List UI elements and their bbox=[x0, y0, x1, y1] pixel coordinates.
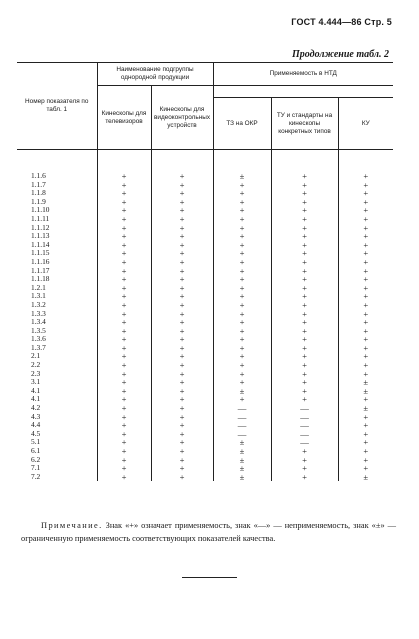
applicability-cell: + bbox=[151, 292, 213, 301]
table-row bbox=[17, 284, 393, 293]
table-row bbox=[17, 189, 393, 198]
applicability-cell: + bbox=[97, 395, 151, 404]
applicability-cell: + bbox=[271, 310, 338, 319]
applicability-cell: + bbox=[151, 215, 213, 224]
indicator-number-cell: 5.1 bbox=[31, 438, 41, 447]
indicator-number-cell: 6.2 bbox=[31, 455, 41, 464]
applicability-cell: + bbox=[151, 310, 213, 319]
applicability-cell: + bbox=[151, 232, 213, 241]
table-row bbox=[17, 181, 393, 190]
indicator-number-cell: 2.1 bbox=[31, 352, 41, 361]
applicability-cell: ± bbox=[338, 473, 393, 482]
applicability-cell: + bbox=[213, 284, 271, 293]
indicator-number-cell: 1.3.5 bbox=[31, 326, 46, 335]
applicability-cell: + bbox=[271, 172, 338, 181]
applicability-cell: + bbox=[271, 473, 338, 482]
indicator-number-cell: 1.3.6 bbox=[31, 335, 46, 344]
table-row bbox=[17, 421, 393, 430]
applicability-cell: + bbox=[213, 275, 271, 284]
applicability-cell: + bbox=[97, 447, 151, 456]
applicability-cell: + bbox=[213, 249, 271, 258]
applicability-cell: + bbox=[271, 224, 338, 233]
applicability-cell: ± bbox=[338, 387, 393, 396]
applicability-cell: ± bbox=[338, 404, 393, 413]
applicability-cell: + bbox=[97, 181, 151, 190]
indicator-number-cell: 1.3.2 bbox=[31, 300, 46, 309]
applicability-cell: + bbox=[151, 198, 213, 207]
table-row bbox=[17, 456, 393, 465]
applicability-cell: + bbox=[271, 249, 338, 258]
applicability-cell: + bbox=[151, 361, 213, 370]
applicability-cell: + bbox=[151, 378, 213, 387]
applicability-cell: + bbox=[97, 413, 151, 422]
table-row bbox=[17, 318, 393, 327]
applicability-cell: + bbox=[271, 344, 338, 353]
table-row bbox=[17, 310, 393, 319]
indicator-number-cell: 1.1.15 bbox=[31, 249, 50, 258]
applicability-cell: + bbox=[151, 206, 213, 215]
header-tv-tubes: Кинескопы для телевизоров bbox=[97, 86, 151, 150]
bottom-divider bbox=[182, 577, 237, 578]
applicability-cell: + bbox=[151, 301, 213, 310]
applicability-cell: + bbox=[338, 232, 393, 241]
applicability-cell: — bbox=[213, 413, 271, 422]
applicability-cell: + bbox=[97, 370, 151, 379]
applicability-cell: + bbox=[338, 215, 393, 224]
note-label: Примечание. bbox=[41, 521, 103, 530]
applicability-cell: — bbox=[271, 404, 338, 413]
applicability-cell: + bbox=[213, 232, 271, 241]
applicability-cell: + bbox=[338, 224, 393, 233]
table-row bbox=[17, 344, 393, 353]
applicability-cell: + bbox=[97, 421, 151, 430]
indicator-number-cell: 1.3.3 bbox=[31, 309, 46, 318]
applicability-cell: ± bbox=[213, 473, 271, 482]
applicability-cell: — bbox=[213, 421, 271, 430]
applicability-cell: + bbox=[338, 206, 393, 215]
table-continuation-label: Продолжение табл. 2 bbox=[291, 49, 389, 60]
applicability-cell: + bbox=[151, 275, 213, 284]
table-row bbox=[17, 327, 393, 336]
applicability-cell: + bbox=[97, 215, 151, 224]
applicability-cell: + bbox=[338, 413, 393, 422]
applicability-cell: + bbox=[151, 413, 213, 422]
table-row bbox=[17, 395, 393, 404]
applicability-cell: + bbox=[338, 370, 393, 379]
applicability-cell: + bbox=[338, 310, 393, 319]
applicability-cell: + bbox=[151, 189, 213, 198]
applicability-cell: + bbox=[271, 370, 338, 379]
applicability-cell: + bbox=[338, 395, 393, 404]
table-row bbox=[17, 464, 393, 473]
applicability-cell: + bbox=[213, 378, 271, 387]
applicability-cell: + bbox=[97, 438, 151, 447]
header-video-tubes: Кинескопы для видеоконтрольных устройств bbox=[151, 86, 213, 150]
applicability-cell: + bbox=[338, 241, 393, 250]
page-header: ГОСТ 4.444—86 Стр. 5 bbox=[291, 17, 392, 27]
applicability-cell: + bbox=[151, 464, 213, 473]
applicability-cell: + bbox=[97, 267, 151, 276]
applicability-cell: + bbox=[97, 327, 151, 336]
applicability-cell: + bbox=[97, 206, 151, 215]
applicability-cell: + bbox=[213, 318, 271, 327]
table-row bbox=[17, 361, 393, 370]
header-tz-okr: ТЗ на ОКР bbox=[213, 98, 271, 150]
header-ku: КУ bbox=[338, 98, 393, 150]
applicability-cell: + bbox=[271, 387, 338, 396]
table-row bbox=[17, 292, 393, 301]
indicator-number-cell: 2.3 bbox=[31, 369, 41, 378]
applicability-cell: ± bbox=[213, 438, 271, 447]
applicability-cell: + bbox=[97, 232, 151, 241]
applicability-cell: + bbox=[97, 198, 151, 207]
applicability-cell: + bbox=[271, 301, 338, 310]
indicator-number-cell: 1.2.1 bbox=[31, 283, 46, 292]
applicability-cell: + bbox=[213, 327, 271, 336]
applicability-cell: + bbox=[151, 181, 213, 190]
applicability-cell: + bbox=[151, 387, 213, 396]
applicability-cell: + bbox=[213, 370, 271, 379]
applicability-cell: + bbox=[213, 361, 271, 370]
applicability-cell: + bbox=[97, 335, 151, 344]
applicability-cell: + bbox=[338, 258, 393, 267]
table-row bbox=[17, 370, 393, 379]
applicability-cell: + bbox=[97, 464, 151, 473]
applicability-cell: + bbox=[271, 258, 338, 267]
table-note bbox=[21, 519, 396, 545]
indicator-number-cell: 1.1.16 bbox=[31, 257, 50, 266]
applicability-cell: + bbox=[151, 370, 213, 379]
applicability-cell: + bbox=[151, 352, 213, 361]
applicability-cell: + bbox=[97, 318, 151, 327]
applicability-cell: + bbox=[338, 335, 393, 344]
applicability-cell: + bbox=[97, 456, 151, 465]
applicability-cell: + bbox=[338, 181, 393, 190]
applicability-cell: + bbox=[213, 206, 271, 215]
table-row bbox=[17, 241, 393, 250]
indicator-number-cell: 1.1.11 bbox=[31, 214, 50, 223]
applicability-cell: + bbox=[271, 456, 338, 465]
indicator-number-cell: 1.1.13 bbox=[31, 232, 50, 241]
applicability-cell: + bbox=[338, 327, 393, 336]
applicability-cell: + bbox=[271, 327, 338, 336]
table-row bbox=[17, 413, 393, 422]
indicator-number-cell: 1.1.18 bbox=[31, 275, 50, 284]
applicability-cell: + bbox=[151, 318, 213, 327]
applicability-cell: + bbox=[213, 189, 271, 198]
table-row bbox=[17, 447, 393, 456]
applicability-cell: + bbox=[213, 198, 271, 207]
applicability-cell: + bbox=[97, 301, 151, 310]
applicability-cell: + bbox=[151, 327, 213, 336]
applicability-cell: ± bbox=[213, 456, 271, 465]
applicability-cell: + bbox=[271, 267, 338, 276]
indicator-number-cell: 4.1 bbox=[31, 386, 41, 395]
applicability-cell: — bbox=[271, 421, 338, 430]
table-row bbox=[17, 198, 393, 207]
applicability-cell: + bbox=[97, 387, 151, 396]
applicability-cell: + bbox=[151, 421, 213, 430]
applicability-cell: + bbox=[271, 206, 338, 215]
applicability-cell: + bbox=[338, 447, 393, 456]
applicability-cell: + bbox=[213, 181, 271, 190]
indicator-number-cell: 7.1 bbox=[31, 464, 41, 473]
applicability-cell: + bbox=[338, 189, 393, 198]
applicability-cell: + bbox=[213, 301, 271, 310]
applicability-cell: + bbox=[213, 352, 271, 361]
applicability-cell: + bbox=[151, 224, 213, 233]
applicability-cell: + bbox=[213, 267, 271, 276]
applicability-cell: + bbox=[97, 189, 151, 198]
applicability-cell: ± bbox=[213, 387, 271, 396]
applicability-cell: — bbox=[271, 430, 338, 439]
applicability-cell: + bbox=[213, 395, 271, 404]
applicability-cell: + bbox=[97, 430, 151, 439]
applicability-cell: — bbox=[271, 413, 338, 422]
applicability-cell: + bbox=[97, 473, 151, 482]
applicability-cell: + bbox=[271, 378, 338, 387]
indicator-number-cell: 1.3.4 bbox=[31, 318, 46, 327]
applicability-cell: + bbox=[271, 241, 338, 250]
applicability-cell: + bbox=[97, 284, 151, 293]
header-tu-standards: ТУ и стандарты на кинескопы конкретных типов bbox=[271, 98, 338, 150]
table-row bbox=[17, 404, 393, 413]
indicator-number-cell: 4.3 bbox=[31, 412, 41, 421]
applicability-cell: ± bbox=[213, 464, 271, 473]
applicability-cell: + bbox=[97, 361, 151, 370]
applicability-cell: + bbox=[151, 447, 213, 456]
applicability-cell: + bbox=[338, 456, 393, 465]
applicability-cell: + bbox=[151, 430, 213, 439]
applicability-cell: + bbox=[97, 275, 151, 284]
applicability-cell: + bbox=[338, 198, 393, 207]
indicator-number-cell: 4.2 bbox=[31, 404, 41, 413]
indicator-number-cell: 1.1.6 bbox=[31, 172, 46, 180]
table-row bbox=[17, 267, 393, 276]
header-indicator-number: Номер показателя по табл. 1 bbox=[17, 63, 97, 150]
applicability-cell: + bbox=[338, 249, 393, 258]
indicator-number-cell: 1.1.12 bbox=[31, 223, 50, 232]
applicability-cell: + bbox=[151, 258, 213, 267]
table-row bbox=[17, 438, 393, 447]
indicator-number-cell: 4.5 bbox=[31, 429, 41, 438]
applicability-cell: + bbox=[271, 189, 338, 198]
applicability-cell: + bbox=[97, 378, 151, 387]
applicability-cell: + bbox=[151, 473, 213, 482]
applicability-cell: + bbox=[97, 352, 151, 361]
indicator-number-cell: 1.1.17 bbox=[31, 266, 50, 275]
applicability-cell: + bbox=[271, 335, 338, 344]
indicator-number-cell: 1.3.7 bbox=[31, 343, 46, 352]
indicator-number-cell: 1.1.7 bbox=[31, 180, 46, 189]
applicability-cell: + bbox=[97, 404, 151, 413]
applicability-cell: + bbox=[151, 335, 213, 344]
applicability-cell: — bbox=[213, 404, 271, 413]
table-row bbox=[17, 215, 393, 224]
indicator-number-cell: 1.1.8 bbox=[31, 189, 46, 198]
applicability-cell: + bbox=[151, 344, 213, 353]
applicability-cell: + bbox=[97, 292, 151, 301]
table-row bbox=[17, 473, 393, 482]
applicability-cell: + bbox=[338, 172, 393, 181]
applicability-cell: + bbox=[338, 344, 393, 353]
header-subgroup-name: Наименование подгруппы однородной продукции bbox=[97, 63, 213, 86]
applicability-cell: + bbox=[213, 224, 271, 233]
applicability-cell: + bbox=[338, 284, 393, 293]
applicability-cell: + bbox=[97, 310, 151, 319]
applicability-cell: + bbox=[97, 241, 151, 250]
applicability-cell: + bbox=[97, 172, 151, 181]
applicability-cell: + bbox=[271, 232, 338, 241]
table-row bbox=[17, 224, 393, 233]
applicability-cell: + bbox=[338, 438, 393, 447]
table-row bbox=[17, 172, 393, 181]
applicability-cell: + bbox=[213, 241, 271, 250]
table-row bbox=[17, 430, 393, 439]
table-row bbox=[17, 249, 393, 258]
table-row bbox=[17, 258, 393, 267]
note-text: Знак «+» означает применяемость, знак «—» — неприменяемость, знак «±» — ограниченную применяемость соответствующих показателей качества. bbox=[21, 521, 396, 543]
indicator-number-cell: 6.1 bbox=[31, 447, 41, 455]
applicability-cell: + bbox=[151, 395, 213, 404]
applicability-cell: + bbox=[151, 284, 213, 293]
applicability-cell: + bbox=[213, 310, 271, 319]
applicability-cell: + bbox=[338, 361, 393, 370]
applicability-cell: + bbox=[271, 275, 338, 284]
applicability-cell: + bbox=[97, 224, 151, 233]
applicability-cell: ± bbox=[338, 378, 393, 387]
applicability-cell: + bbox=[271, 292, 338, 301]
applicability-cell: + bbox=[271, 198, 338, 207]
applicability-table bbox=[17, 62, 393, 481]
applicability-cell: + bbox=[97, 249, 151, 258]
applicability-cell: + bbox=[151, 172, 213, 181]
indicator-number-cell: 4.1 bbox=[31, 395, 41, 404]
indicator-number-cell: 1.1.9 bbox=[31, 197, 46, 206]
table-row bbox=[17, 387, 393, 396]
applicability-cell: + bbox=[338, 275, 393, 284]
applicability-cell: + bbox=[338, 267, 393, 276]
indicator-number-cell: 3.1 bbox=[31, 378, 41, 387]
indicator-number-cell: 4.4 bbox=[31, 421, 41, 430]
applicability-cell: + bbox=[271, 284, 338, 293]
indicator-number-cell: 2.2 bbox=[31, 361, 41, 370]
table-row bbox=[17, 301, 393, 310]
applicability-cell: ± bbox=[213, 172, 271, 181]
applicability-cell: — bbox=[213, 430, 271, 439]
indicator-number-cell: 1.1.14 bbox=[31, 240, 50, 249]
applicability-cell: + bbox=[271, 395, 338, 404]
applicability-cell: + bbox=[338, 352, 393, 361]
applicability-cell: + bbox=[151, 438, 213, 447]
applicability-cell: + bbox=[338, 464, 393, 473]
applicability-cell: + bbox=[338, 421, 393, 430]
applicability-cell: + bbox=[151, 456, 213, 465]
header-ntd-applicability: Применяемость в НТД bbox=[213, 63, 393, 86]
applicability-cell: ± bbox=[213, 447, 271, 456]
indicator-number-cell: 1.3.1 bbox=[31, 292, 46, 301]
applicability-cell: + bbox=[338, 318, 393, 327]
applicability-cell: + bbox=[271, 318, 338, 327]
applicability-cell: + bbox=[338, 430, 393, 439]
applicability-cell: + bbox=[271, 464, 338, 473]
indicator-number-cell: 7.2 bbox=[31, 472, 41, 481]
applicability-cell: + bbox=[338, 301, 393, 310]
applicability-cell: + bbox=[213, 344, 271, 353]
indicator-number-cell: 1.1.10 bbox=[31, 206, 50, 215]
applicability-cell: + bbox=[151, 249, 213, 258]
applicability-cell: + bbox=[213, 335, 271, 344]
table-row bbox=[17, 232, 393, 241]
applicability-cell: + bbox=[97, 258, 151, 267]
applicability-cell: + bbox=[271, 361, 338, 370]
applicability-cell: + bbox=[271, 447, 338, 456]
applicability-cell: + bbox=[213, 215, 271, 224]
applicability-cell: + bbox=[151, 267, 213, 276]
applicability-cell: + bbox=[271, 215, 338, 224]
applicability-cell: + bbox=[271, 352, 338, 361]
applicability-cell: + bbox=[97, 344, 151, 353]
applicability-cell: + bbox=[151, 404, 213, 413]
table-row bbox=[17, 352, 393, 361]
table-row bbox=[17, 378, 393, 387]
table-row bbox=[17, 335, 393, 344]
table-body bbox=[17, 150, 393, 482]
applicability-cell: + bbox=[271, 181, 338, 190]
applicability-cell: + bbox=[213, 292, 271, 301]
applicability-cell: + bbox=[151, 241, 213, 250]
applicability-cell: — bbox=[271, 438, 338, 447]
table-row bbox=[17, 206, 393, 215]
applicability-cell: + bbox=[338, 292, 393, 301]
applicability-cell: + bbox=[213, 258, 271, 267]
table-row bbox=[17, 275, 393, 284]
